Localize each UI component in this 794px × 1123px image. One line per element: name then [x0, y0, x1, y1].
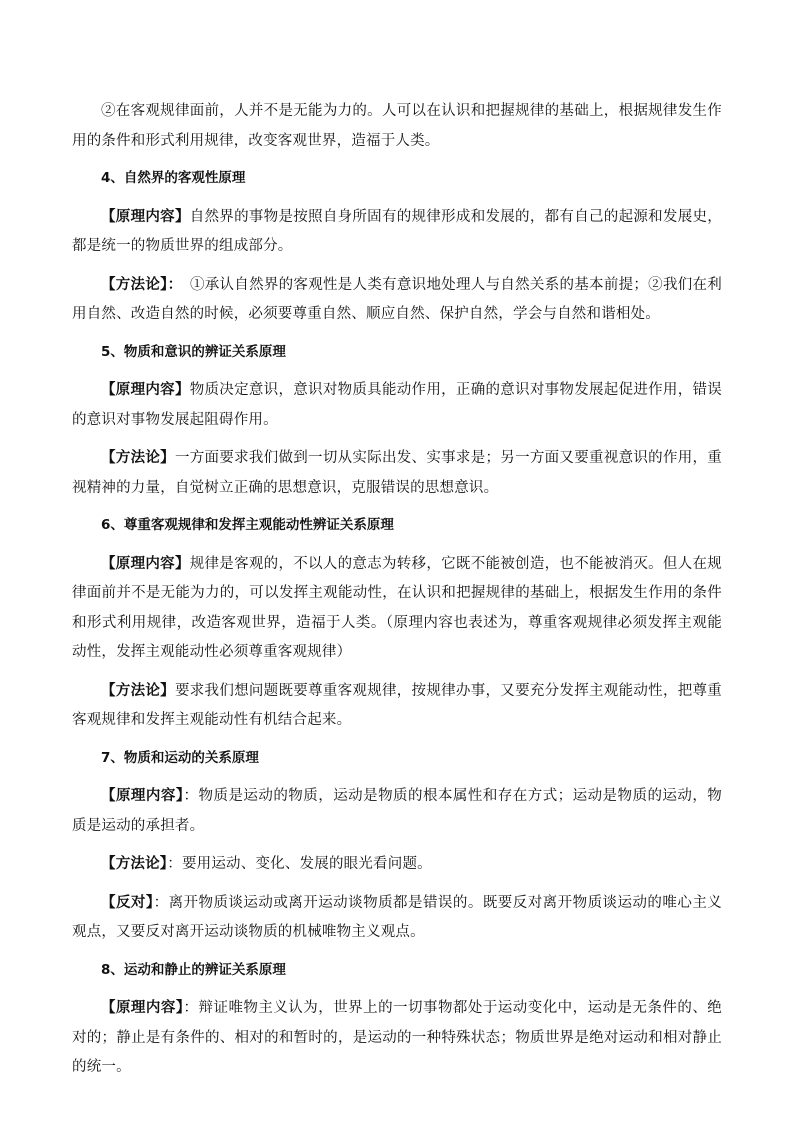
principle-label: 【原理内容】 — [101, 381, 190, 398]
paragraph-text: ：辩证唯物主义认为，世界上的一切事物都处于运动变化中，运动是无条件的、绝对的；静止是有条件的、相对的和暂时的，是运动的一种特殊状态；物质世界是绝对运动和相对静止的统一。 — [72, 1000, 723, 1075]
paragraph-text: 自然界的事物是按照自身所固有的规律形成和发展的，都有自己的起源和发展史，都是统一的物质世界的组成部分。 — [72, 208, 722, 254]
paragraph-text: 一方面要求我们做到一切从实际出发、实事求是；另一方面又要重视意识的作用，重视精神的力量，自觉树立正确的思想意识，克服错误的思想意识。 — [72, 450, 723, 496]
section-heading-8 — [72, 956, 722, 986]
paragraph-text: 物质决定意识，意识对物质具能动作用，正确的意识对事物发展起促进作用，错误的意识对事物发展起阻碍作用。 — [72, 382, 722, 428]
paragraph-principle-matter-motion — [72, 781, 722, 841]
paragraph-oppose-matter-motion — [72, 888, 722, 948]
paragraph-principle-matter-consciousness — [72, 375, 722, 435]
paragraph-principle-motion-rest — [72, 993, 722, 1083]
methodology-label: 【方法论】： — [101, 275, 176, 293]
methodology-label: 【方法论】 — [101, 681, 175, 699]
methodology-label: 【方法论】 — [101, 855, 168, 872]
section-heading-7 — [72, 744, 722, 774]
document-body — [72, 97, 722, 1091]
principle-label: 【原理内容】 — [101, 999, 184, 1016]
paragraph-text: 规律是客观的，不以人的意志为转移，它既不能被创造，也不能被消灭。但人在规律面前并不是无能为力的，可以发挥主观能动性，在认识和把握规律的基础上，根据发生作用的条件和形式利用规律，改造客观世界，造福于人类。（原理内容也表述为，尊重客观规律必须发挥主观能动性，发挥主观能动性必须尊重客观规律） — [72, 555, 722, 660]
paragraph-text: ①承认自然界的客观性是人类有意识地处理人与自然关系的基本前提；②我们在利用自然、改造自然的时候，必须要尊重自然、顺应自然、保护自然，学会与自然和谐相处。 — [72, 276, 722, 322]
heading-text: 6、尊重客观规律和发挥主观能动性辨证关系原理 — [101, 517, 394, 533]
heading-text: 8、运动和静止的辨证关系原理 — [101, 961, 286, 978]
principle-label: 【原理内容】 — [101, 787, 184, 804]
paragraph-text: ：要用运动、变化、发展的眼光看问题。 — [167, 856, 432, 872]
heading-text: 5、物质和意识的辨证关系原理 — [101, 343, 286, 360]
paragraph-methodology-matter-consciousness — [72, 443, 722, 503]
paragraph-text: 要求我们想问题既要尊重客观规律，按规律办事，又要充分发挥主观能动性，把尊重客观规律和发挥主观能动性有机结合起来。 — [72, 682, 723, 728]
paragraph-methodology-nature — [72, 270, 722, 330]
principle-label: 【原理内容】 — [101, 207, 190, 225]
paragraph-text: ：离开物质谈运动或离开运动谈物质都是错误的。既要反对离开物质谈运动的唯心主义观点，又要反对离开运动谈物质的机械唯物主义观点。 — [72, 894, 722, 940]
paragraph-text: ②在客观规律面前，人并不是无能为力的。人可以在认识和把握规律的基础上，根据规律发生作用的条件和形式利用规律，改变客观世界，造福于人类。 — [72, 103, 722, 149]
paragraph-text: ：物质是运动的物质，运动是物质的根本属性和存在方式；运动是物质的运动，物质是运动的承担者。 — [72, 788, 723, 834]
principle-label: 【原理内容】 — [101, 554, 190, 572]
paragraph-methodology-matter-motion — [72, 849, 722, 880]
heading-text: 4、自然界的客观性原理 — [101, 170, 246, 186]
paragraph-methodology-law-initiative — [72, 676, 722, 736]
methodology-label: 【方法论】 — [101, 449, 175, 466]
heading-text: 7、物质和运动的关系原理 — [101, 749, 259, 766]
paragraph-principle-law-initiative — [72, 549, 722, 668]
section-heading-6 — [72, 511, 722, 541]
section-heading-5 — [72, 338, 722, 368]
section-heading-4 — [72, 164, 722, 194]
oppose-label: 【反对】 — [101, 893, 154, 911]
paragraph-principle-nature — [72, 202, 722, 262]
paragraph-objective-law — [72, 97, 722, 156]
